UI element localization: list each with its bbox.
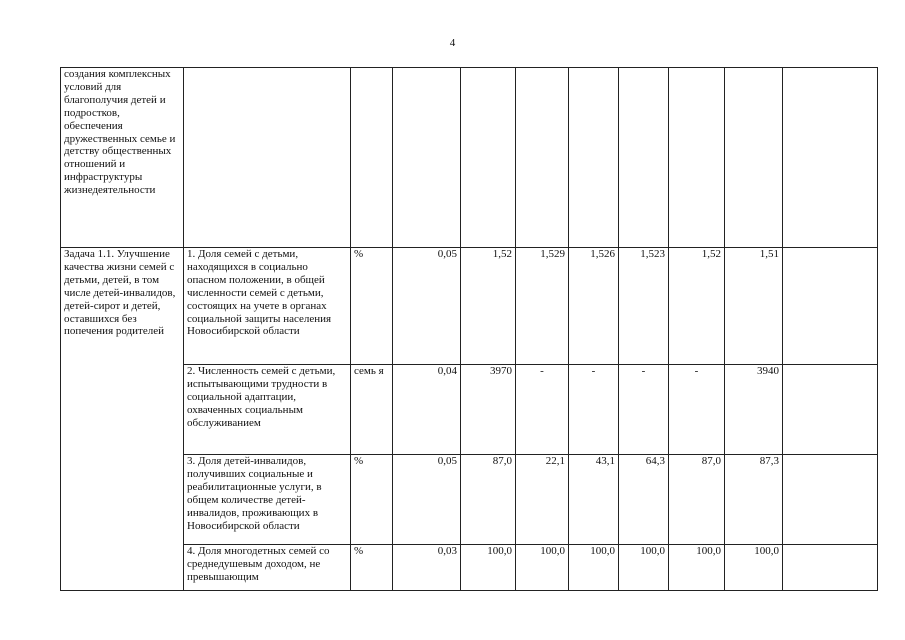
value-cell: 1,51: [725, 248, 783, 365]
value-cell: 100,0: [569, 545, 619, 591]
value-cell: 22,1: [516, 455, 569, 545]
value-cell: [619, 68, 669, 248]
value-cell: 87,3: [725, 455, 783, 545]
unit-cell: %: [351, 248, 393, 365]
table-row: [61, 248, 878, 365]
value-cell: -: [516, 365, 569, 455]
value-cell: 3970: [461, 365, 516, 455]
indicator-cell: 1. Доля семей с детьми, находящихся в социально опасном положении, в общей численности семей с детьми, состоящих на учете в органах социальной защиты населения Новосибирской области: [184, 248, 351, 365]
indicator-cell: 3. Доля детей-инвалидов, получивших социальные и реабилитационные услуги, в общем количестве детей-инвалидов, проживающих в Новосибирской области: [184, 455, 351, 545]
value-cell: 1,523: [619, 248, 669, 365]
weight-cell: 0,05: [393, 248, 461, 365]
value-cell: 64,3: [619, 455, 669, 545]
value-cell: [516, 68, 569, 248]
note-cell: [783, 545, 878, 591]
value-cell: 87,0: [461, 455, 516, 545]
note-cell: [783, 68, 878, 248]
value-cell: 43,1: [569, 455, 619, 545]
unit-cell: %: [351, 455, 393, 545]
table-row: [61, 545, 878, 591]
indicator-cell: 4. Доля многодетных семей со среднедушевым доходом, не превышающим: [184, 545, 351, 591]
weight-cell: [393, 68, 461, 248]
table-row: [61, 455, 878, 545]
unit-cell: семь я: [351, 365, 393, 455]
indicator-cell: 2. Численность семей с детьми, испытывающими трудности в социальной адаптации, охваченных социальным обслуживанием: [184, 365, 351, 455]
value-cell: 1,52: [669, 248, 725, 365]
value-cell: -: [619, 365, 669, 455]
value-cell: 100,0: [669, 545, 725, 591]
value-cell: [569, 68, 619, 248]
unit-cell: [351, 68, 393, 248]
task-cell: Задача 1.1. Улучшение качества жизни семей с детьми, детей, в том числе детей-инвалидов, детей-сирот и детей, оставшихся без попечения родителей: [61, 248, 184, 591]
indicator-cell: [184, 68, 351, 248]
note-cell: [783, 248, 878, 365]
weight-cell: 0,04: [393, 365, 461, 455]
indicators-table: [60, 67, 878, 591]
weight-cell: 0,03: [393, 545, 461, 591]
table-row: [61, 365, 878, 455]
value-cell: 1,526: [569, 248, 619, 365]
value-cell: [461, 68, 516, 248]
value-cell: [725, 68, 783, 248]
value-cell: [669, 68, 725, 248]
value-cell: -: [669, 365, 725, 455]
value-cell: 100,0: [516, 545, 569, 591]
note-cell: [783, 365, 878, 455]
note-cell: [783, 455, 878, 545]
value-cell: 100,0: [619, 545, 669, 591]
weight-cell: 0,05: [393, 455, 461, 545]
unit-cell: %: [351, 545, 393, 591]
goal-cell: создания комплексных условий для благополучия детей и подростков, обеспечения дружественных семье и детству общественных отношений и инфраструктуры жизнедеятельности: [61, 68, 184, 248]
table-row: [61, 68, 878, 248]
value-cell: 3940: [725, 365, 783, 455]
page-number: 4: [449, 37, 456, 49]
value-cell: -: [569, 365, 619, 455]
value-cell: 1,52: [461, 248, 516, 365]
value-cell: 87,0: [669, 455, 725, 545]
value-cell: 1,529: [516, 248, 569, 365]
value-cell: 100,0: [725, 545, 783, 591]
value-cell: 100,0: [461, 545, 516, 591]
